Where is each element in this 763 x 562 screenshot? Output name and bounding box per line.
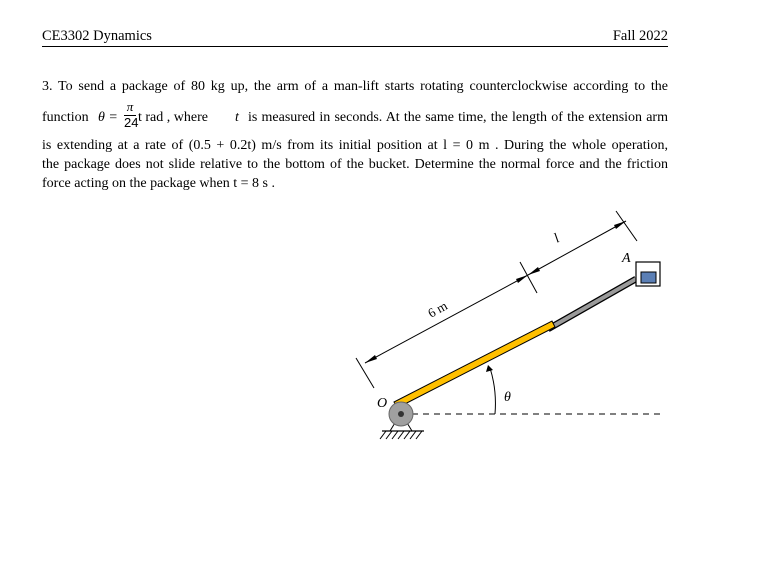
dimension-6m — [356, 262, 537, 388]
label-A: A — [622, 251, 631, 266]
term-label: Fall 2022 — [612, 28, 668, 44]
pin-joint — [389, 402, 413, 426]
fraction-denominator: 24 — [124, 115, 139, 130]
label-6m: 6 m — [425, 297, 450, 321]
label-theta: θ — [504, 390, 511, 405]
label-O: O — [377, 396, 388, 411]
function-label: function — [42, 110, 89, 125]
line-2-tail: is measured in seconds. At the same time, the length of the extension arm — [248, 110, 668, 125]
dimension-l — [528, 211, 637, 275]
problem-line-1: 3. To send a package of 80 kg up, the arm of a man-lift starts rotating counterclockwise according to the — [42, 79, 668, 94]
problem-line-3: is extending at a rate of (0.5 + 0.2t) m/s from its initial position at l = 0 m . During the whole operation, — [42, 138, 668, 153]
problem-line-4: the package does not slide relative to the bottom of the bucket. Determine the normal force and the friction — [42, 157, 668, 172]
fraction-numerator: π — [124, 100, 136, 116]
bucket-with-package — [636, 262, 660, 286]
t-variable: t — [235, 110, 239, 125]
course-title: CE3302 Dynamics — [42, 28, 152, 44]
theta-equals: θ = — [98, 110, 118, 125]
after-fraction-text: t rad , where — [138, 110, 208, 125]
problem-line-5: force acting on the package when t = 8 s . — [42, 176, 275, 191]
theta-angle-arc — [490, 368, 495, 414]
label-l: l — [551, 231, 563, 247]
